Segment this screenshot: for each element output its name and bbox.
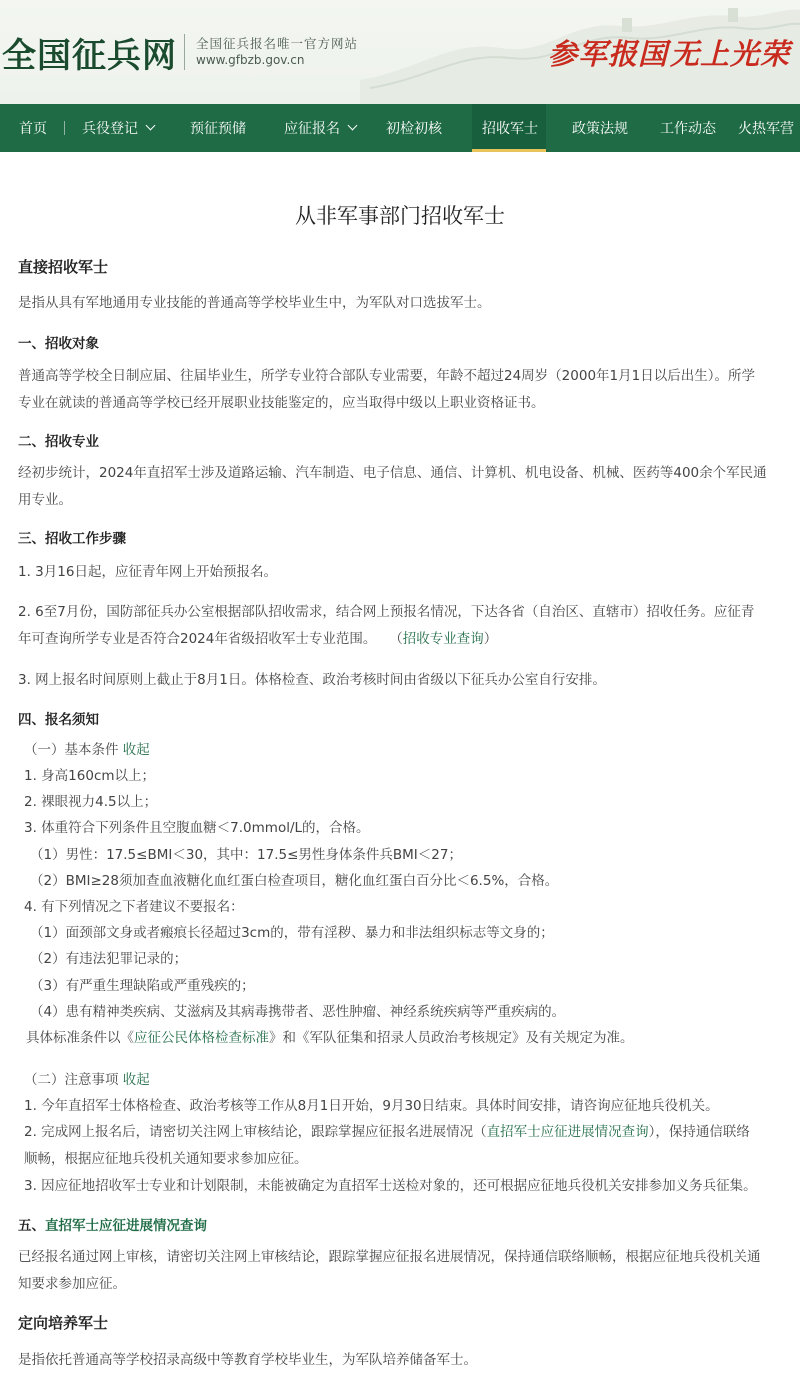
nav-item-label: 初检初核 (386, 121, 442, 137)
site-url: www.gfbzb.gov.cn (196, 53, 305, 67)
note-2-suffix: ），保持通信联络 (648, 1124, 750, 1140)
site-tagline: 全国征兵报名唯一官方网站 (196, 36, 359, 51)
note-2-line-1 (24, 1118, 750, 1146)
nav-item-pre-enlist[interactable] (174, 104, 268, 152)
site-logo[interactable]: 全国征兵网 (2, 36, 177, 76)
basic-item-1: 1. 身高160cm以上； (24, 768, 156, 784)
basic-item-4-1: （1）面颈部文身或者瘢痕长径超过3cm的，带有淫秽、暴力和非法组织标志等文身的； (30, 925, 554, 941)
note-2-line-2: 顺畅，根据应征地兵役机关通知要求参加应征。 (24, 1151, 308, 1167)
logo-divider (184, 34, 185, 70)
subheading-notice: 四、报名须知 (18, 712, 99, 728)
subheading-progress-number: 五、 (18, 1218, 45, 1234)
paragraph-majors-1: 经初步统计，2024年直招军士涉及道路运输、汽车制造、电子信息、通信、计算机、机电设备、机械、医药等400余个军民通 (18, 465, 767, 481)
major-query-link[interactable]: 招收专业查询 (402, 631, 484, 647)
basic-item-3: 3. 体重符合下列条件且空腹血糖＜7.0mmol/L的，合格。 (24, 820, 370, 836)
page-title: 从非军事部门招收军士 (295, 204, 505, 228)
standards-suffix: 》和《军队征集和招录人员政治考核规定》及有关规定为准。 (269, 1030, 634, 1046)
paragraph-majors-2: 用专业。 (18, 492, 72, 508)
notes-title: （二）注意事项 (24, 1072, 119, 1088)
chevron-down-icon (146, 121, 156, 131)
nav-item-label: 招收军士 (482, 121, 538, 137)
nav-item-label: 政策法规 (572, 121, 628, 137)
paragraph-targets-1: 普通高等学校全日制应届、往届毕业生，所学专业符合部队专业需要，年龄不超过24周岁（2000年1月1日以后出生）。所学 (18, 368, 755, 384)
subheading-targets: 一、招收对象 (18, 336, 99, 352)
nav-item-initial-check[interactable] (378, 104, 472, 152)
paragraph-oriented-intro: 是指依托普通高等学校招录高级中等教育学校毕业生，为军队培养储备军士。 (18, 1352, 477, 1368)
nav-item-recruit-sergeant[interactable] (472, 104, 546, 152)
subheading-majors: 二、招收专业 (18, 434, 99, 450)
paragraph-direct-intro: 是指从具有军地通用专业技能的普通高等学校毕业生中，为军队对口选拔军士。 (18, 295, 491, 311)
nav-item-label: 工作动态 (660, 121, 716, 137)
nav-divider (64, 121, 65, 135)
step-3: 3. 网上报名时间原则上截止于8月1日。体格检查、政治考核时间由省级以下征兵办公室自行安排。 (18, 672, 606, 688)
basic-item-2: 2. 裸眼视力4.5以上； (24, 794, 158, 810)
basic-conditions-title: （一）基本条件 (24, 742, 119, 758)
paren-close: ） (483, 631, 498, 647)
standards-prefix: 具体标准条件以《 (26, 1030, 134, 1046)
paragraph-targets-2: 专业在就读的普通高等学校已经开展职业技能鉴定的，应当取得中级以上职业资格证书。 (18, 395, 545, 411)
notes-heading (24, 1066, 150, 1094)
nav-item-policy[interactable] (546, 104, 634, 152)
paragraph-progress-2: 知要求参加应征。 (18, 1276, 126, 1292)
subheading-progress (18, 1214, 207, 1234)
section-heading-direct: 直接招收军士 (18, 258, 109, 276)
article-body (0, 152, 800, 1380)
collapse-basic-button[interactable]: 收起 (122, 742, 150, 758)
progress-query-heading-link[interactable]: 直招军士应征进展情况查询 (45, 1218, 207, 1234)
step-2-line-1: 2. 6至7月份，国防部征兵办公室根据部队招收需求，结合网上预报名情况，下达各省（自治区、直辖市）招收任务。应征青 (18, 604, 755, 620)
nav-item-apply[interactable] (268, 104, 378, 152)
basic-item-3-2: （2）BMI≥28须加查血液糖化血红蛋白检查项目，糖化血红蛋白百分比＜6.5%，合格。 (30, 873, 559, 889)
basic-item-4: 4. 有下列情况之下者建议不要报名： (24, 899, 244, 915)
section-heading-oriented: 定向培养军士 (18, 1314, 109, 1332)
paren-open: （ (389, 631, 403, 647)
basic-standards-note (26, 1024, 634, 1052)
paragraph-progress-1: 已经报名通过网上审核，请密切关注网上审核结论，跟踪掌握应征报名进展情况，保持通信联络顺畅，根据应征地兵役机关通 (18, 1249, 761, 1265)
step-2-line-2 (18, 625, 497, 653)
basic-item-4-4: （4）患有精神类疾病、艾滋病及其病毒携带者、恶性肿瘤、神经系统疾病等严重疾病的。 (30, 1004, 566, 1020)
basic-item-3-1: （1）男性：17.5≤BMI＜30，其中：17.5≤男性身体条件兵BMI＜27； (30, 847, 462, 863)
nav-item-label: 兵役登记 (82, 121, 138, 137)
slogan-text-2: 无上光荣 (670, 37, 791, 71)
note-2-prefix: 2. 完成网上报名后，请密切关注网上审核结论，跟踪掌握应征报名进展情况（ (24, 1124, 487, 1140)
note-1: 1. 今年直招军士体格检查、政治考核等工作从8月1日开始，9月30日结束。具体时间安排，请咨询应征地兵役机关。 (24, 1098, 719, 1114)
nav-item-home[interactable] (0, 104, 64, 152)
note-3: 3. 因应征地招收军士专业和计划限制，未能被确定为直招军士送检对象的，还可根据应征地兵役机关安排参加义务兵征集。 (24, 1178, 757, 1194)
nav-item-news[interactable] (634, 104, 722, 152)
basic-conditions-heading (24, 736, 150, 764)
slogan-text-1: 参军报国 (548, 37, 669, 71)
collapse-notes-button[interactable]: 收起 (122, 1072, 150, 1088)
nav-item-barracks[interactable] (722, 104, 800, 152)
site-header (0, 0, 800, 104)
nav-item-label: 首页 (19, 121, 47, 137)
physical-standard-link[interactable]: 应征公民体格检查标准 (134, 1030, 269, 1046)
nav-item-registration[interactable] (64, 104, 174, 152)
nav-item-label: 预征预储 (190, 121, 246, 137)
progress-query-link[interactable]: 直招军士应征进展情况查询 (486, 1124, 649, 1140)
basic-item-4-2: （2）有违法犯罪记录的； (30, 951, 188, 967)
basic-item-4-3: （3）有严重生理缺陷或严重残疾的； (30, 978, 255, 994)
subheading-steps: 三、招收工作步骤 (18, 531, 126, 547)
main-nav (0, 104, 800, 152)
nav-item-label: 应征报名 (284, 121, 340, 137)
nav-item-label: 火热军营 (738, 121, 794, 137)
chevron-down-icon (348, 121, 358, 131)
step-1: 1. 3月16日起，应征青年网上开始预报名。 (18, 564, 277, 580)
step-2-text: 年可查询所学专业是否符合2024年省级招收军士专业范围。 (18, 631, 377, 647)
